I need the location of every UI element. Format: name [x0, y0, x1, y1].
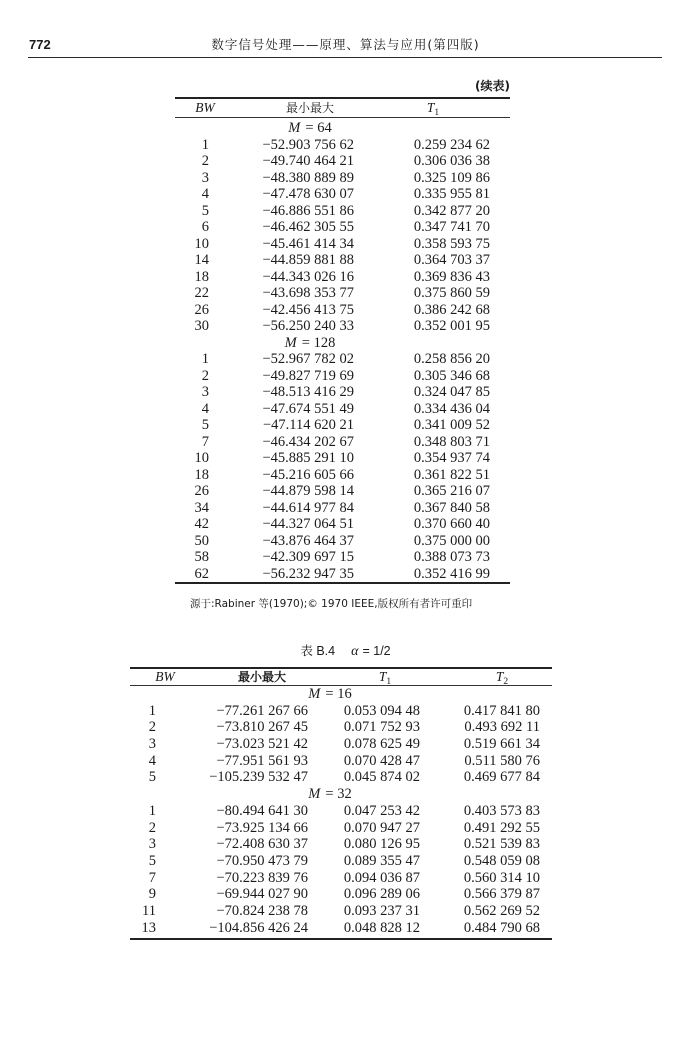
t2-cell: 0.403 573 83 — [463, 802, 540, 819]
t1-cell: 0.089 355 47 — [343, 852, 420, 869]
minimax-cell: −56.250 240 33 — [262, 318, 354, 334]
t1-cell: 0.324 047 85 — [413, 384, 490, 400]
minimax-cell: −73.810 267 45 — [216, 719, 308, 736]
t2-cell: 0.548 059 08 — [463, 852, 540, 869]
minimax-cell: −48.513 416 29 — [262, 384, 354, 400]
table-row — [175, 252, 510, 269]
bw-cell: 34 — [194, 499, 209, 516]
bw-cell: 1 — [201, 351, 209, 367]
minimax-cell: −43.876 464 37 — [262, 532, 354, 549]
t2-cell: 0.519 661 34 — [463, 736, 540, 753]
minimax-cell: −46.434 202 67 — [262, 433, 354, 450]
page-number: 772 — [29, 37, 51, 52]
source-note: 源于:Rabiner 等(1970);© 1970 IEEE,版权所有者许可重印 — [190, 598, 473, 610]
table-continued-label: (续表) — [475, 79, 510, 93]
group-value: = 128 — [301, 334, 336, 351]
table-row — [130, 853, 552, 870]
t2-cell: 0.511 580 76 — [464, 752, 540, 769]
t1-cell: 0.070 947 27 — [343, 819, 420, 836]
group-variable: M — [284, 334, 297, 351]
t2-cell: 0.521 539 83 — [463, 836, 540, 853]
table-row — [175, 203, 510, 220]
t1-cell: 0.070 428 47 — [343, 752, 420, 769]
table-row — [175, 153, 510, 170]
t1-cell: 0.352 416 99 — [413, 565, 490, 582]
t1-cell: 0.347 741 70 — [413, 219, 490, 235]
group-label — [280, 686, 380, 703]
group-variable: M — [308, 786, 321, 803]
group-label-row — [130, 686, 552, 703]
t1-cell: 0.370 660 40 — [413, 516, 490, 532]
table-row — [175, 500, 510, 517]
t1-cell: 0.080 126 95 — [343, 836, 420, 853]
bw-cell: 9 — [148, 886, 156, 903]
t2-cell: 0.484 790 68 — [463, 919, 540, 936]
minimax-cell: −45.885 291 10 — [262, 450, 354, 466]
column-header-subscript: 2 — [503, 676, 509, 687]
bw-cell: 30 — [194, 318, 209, 334]
t1-cell: 0.045 874 02 — [343, 769, 420, 786]
table-row — [175, 236, 510, 253]
table-row — [130, 803, 552, 820]
t1-cell: 0.048 828 12 — [343, 919, 420, 936]
table-row — [175, 269, 510, 286]
group-label-row — [175, 120, 510, 137]
table-bottom-rule — [130, 938, 552, 940]
minimax-cell: −45.461 414 34 — [262, 235, 354, 252]
bw-cell: 7 — [148, 869, 156, 886]
t1-cell: 0.365 216 07 — [413, 483, 490, 499]
bw-cell: 5 — [148, 852, 156, 869]
column-header-minimax — [260, 99, 360, 118]
bw-cell: 3 — [201, 169, 209, 186]
minimax-cell: −46.886 551 86 — [262, 202, 354, 219]
column-header-bw — [155, 99, 255, 118]
bw-cell: 3 — [148, 836, 156, 853]
table-row — [130, 870, 552, 887]
t1-cell: 0.354 937 74 — [413, 450, 490, 466]
table-row — [130, 719, 552, 736]
bw-cell: 1 — [148, 802, 156, 819]
table-row — [175, 351, 510, 368]
bw-cell: 5 — [201, 417, 209, 433]
bw-cell: 6 — [201, 219, 209, 235]
t1-cell: 0.078 625 49 — [343, 736, 420, 753]
minimax-cell: −47.674 551 49 — [262, 400, 354, 417]
t1-cell: 0.096 289 06 — [343, 886, 420, 903]
minimax-cell: −77.951 561 93 — [216, 752, 308, 769]
table-body — [175, 118, 510, 582]
bw-cell: 50 — [194, 532, 209, 549]
t1-cell: 0.364 703 37 — [413, 252, 490, 268]
t2-cell: 0.562 269 52 — [463, 902, 540, 919]
minimax-cell: −52.967 782 02 — [262, 351, 354, 367]
column-header-subscript: 1 — [386, 676, 392, 687]
t1-cell: 0.258 856 20 — [413, 351, 490, 367]
running-header-title: 数字信号处理——原理、算法与应用(第四版) — [211, 37, 480, 52]
t1-cell: 0.348 803 71 — [413, 433, 490, 450]
minimax-cell: −44.859 881 88 — [262, 252, 354, 268]
table-row — [130, 920, 552, 937]
minimax-cell: −48.380 889 89 — [262, 169, 354, 186]
table-row — [175, 401, 510, 418]
group-variable: M — [308, 686, 321, 702]
table-row — [175, 368, 510, 385]
minimax-cell: −69.944 027 90 — [216, 886, 308, 903]
t1-cell: 0.259 234 62 — [413, 136, 490, 153]
minimax-cell: −73.925 134 66 — [216, 819, 308, 836]
column-header-t1 — [383, 99, 483, 118]
column-header-t1 — [335, 669, 435, 686]
bw-cell: 4 — [148, 752, 156, 769]
bw-cell: 18 — [194, 466, 209, 483]
minimax-cell: −77.261 267 66 — [216, 702, 308, 719]
table-row — [130, 736, 552, 753]
table-row — [175, 483, 510, 500]
table-row — [130, 886, 552, 903]
table-row — [175, 566, 510, 583]
t2-cell: 0.560 314 10 — [463, 869, 540, 886]
t1-cell: 0.071 752 93 — [343, 719, 420, 736]
bw-cell: 3 — [148, 736, 156, 753]
table-row — [175, 137, 510, 154]
bw-cell: 7 — [201, 433, 209, 450]
t1-cell: 0.093 237 31 — [343, 902, 420, 919]
column-header-text: BW — [155, 668, 175, 684]
column-header-bw — [115, 669, 215, 686]
minimax-cell: −49.827 719 69 — [262, 367, 354, 384]
t1-cell: 0.334 436 04 — [413, 400, 490, 417]
t1-cell: 0.342 877 20 — [413, 202, 490, 219]
bw-cell: 58 — [194, 549, 209, 565]
bw-cell: 11 — [142, 902, 156, 919]
minimax-cell: −43.698 353 77 — [262, 285, 354, 301]
column-header-text: BW — [195, 99, 215, 115]
bw-cell: 2 — [201, 153, 209, 169]
table-row — [175, 285, 510, 302]
minimax-cell: −47.114 620 21 — [262, 417, 354, 433]
bw-cell: 5 — [148, 769, 156, 786]
minimax-cell: −73.023 521 42 — [216, 736, 308, 753]
bw-cell: 2 — [148, 819, 156, 836]
minimax-cell: −44.879 598 14 — [262, 483, 354, 499]
table-header-row — [130, 669, 552, 686]
minimax-table-continued — [175, 97, 510, 584]
table-row — [130, 820, 552, 837]
minimax-cell: −44.327 064 51 — [262, 516, 354, 532]
bw-cell: 1 — [148, 702, 156, 719]
minimax-cell: −104.856 426 24 — [209, 919, 308, 936]
minimax-cell: −80.494 641 30 — [216, 802, 308, 819]
column-header-subscript: 1 — [434, 107, 440, 118]
minimax-cell: −49.740 464 21 — [262, 153, 354, 169]
t1-cell: 0.375 860 59 — [413, 285, 490, 301]
table-row — [175, 384, 510, 401]
table-row — [175, 434, 510, 451]
bw-cell: 2 — [201, 367, 209, 384]
t2-cell: 0.417 841 80 — [463, 702, 540, 719]
table-caption — [0, 643, 691, 660]
minimax-cell: −46.462 305 55 — [262, 219, 354, 235]
bw-cell: 2 — [148, 719, 156, 736]
bw-cell: 26 — [194, 301, 209, 318]
column-header-text: T — [378, 668, 387, 684]
table-caption-value: = 1/2 — [362, 644, 391, 658]
t1-cell: 0.306 036 38 — [413, 153, 490, 169]
bw-cell: 10 — [194, 235, 209, 252]
bw-cell: 26 — [194, 483, 209, 499]
table-caption-label: 表 B.4 — [300, 644, 336, 658]
minimax-table-b4 — [130, 667, 552, 940]
bw-cell: 18 — [194, 268, 209, 285]
t1-cell: 0.358 593 75 — [413, 235, 490, 252]
table-row — [175, 450, 510, 467]
t2-cell: 0.491 292 55 — [463, 819, 540, 836]
group-label — [260, 120, 360, 137]
bw-cell: 1 — [201, 136, 209, 153]
t1-cell: 0.305 346 68 — [413, 367, 490, 384]
table-row — [175, 219, 510, 236]
bw-cell: 4 — [201, 186, 209, 202]
t1-cell: 0.388 073 73 — [413, 549, 490, 565]
table-row — [175, 186, 510, 203]
table-row — [130, 903, 552, 920]
t1-cell: 0.361 822 51 — [413, 466, 490, 483]
column-header-text: T — [495, 668, 504, 684]
minimax-cell: −44.614 977 84 — [262, 499, 354, 516]
column-header-text: 最小最大 — [237, 669, 286, 684]
t1-cell: 0.386 242 68 — [413, 301, 490, 318]
minimax-cell: −42.309 697 15 — [262, 549, 354, 565]
bw-cell: 4 — [201, 400, 209, 417]
table-row — [175, 467, 510, 484]
table-row — [175, 417, 510, 434]
column-header-text: T — [426, 99, 435, 115]
column-header-text: 最小最大 — [285, 100, 334, 115]
table-row — [175, 533, 510, 550]
minimax-cell: −44.343 026 16 — [262, 268, 354, 285]
bw-cell: 22 — [194, 285, 209, 301]
minimax-cell: −70.223 839 76 — [216, 869, 308, 886]
table-row — [175, 302, 510, 319]
group-value: = 64 — [305, 120, 332, 136]
bw-cell: 5 — [201, 202, 209, 219]
bw-cell: 10 — [194, 450, 209, 466]
header-rule — [28, 57, 662, 58]
group-label-row — [175, 335, 510, 352]
table-row — [130, 703, 552, 720]
minimax-cell: −72.408 630 37 — [216, 836, 308, 853]
minimax-cell: −70.950 473 79 — [216, 852, 308, 869]
group-label — [260, 335, 360, 352]
bw-cell: 13 — [141, 919, 156, 936]
group-variable: M — [288, 120, 301, 136]
column-header-minimax — [212, 669, 312, 686]
bw-cell: 42 — [194, 516, 209, 532]
column-header-t2 — [452, 669, 552, 686]
minimax-cell: −52.903 756 62 — [262, 136, 354, 153]
table-row — [175, 516, 510, 533]
table-caption-symbol: α — [351, 644, 359, 659]
t1-cell: 0.335 955 81 — [413, 186, 490, 202]
group-label-row — [130, 786, 552, 803]
table-header-row — [175, 99, 510, 118]
t2-cell: 0.493 692 11 — [464, 719, 540, 736]
bw-cell: 3 — [201, 384, 209, 400]
table-bottom-rule — [175, 582, 510, 584]
table-body — [130, 686, 552, 938]
minimax-cell: −47.478 630 07 — [262, 186, 354, 202]
minimax-cell: −56.232 947 35 — [262, 565, 354, 582]
t2-cell: 0.566 379 87 — [463, 886, 540, 903]
bw-cell: 62 — [194, 565, 209, 582]
minimax-cell: −70.824 238 78 — [216, 902, 308, 919]
bw-cell: 14 — [194, 252, 209, 268]
minimax-cell: −105.239 532 47 — [209, 769, 308, 786]
table-row — [175, 549, 510, 566]
t2-cell: 0.469 677 84 — [463, 769, 540, 786]
table-row — [130, 836, 552, 853]
t1-cell: 0.369 836 43 — [413, 268, 490, 285]
table-row — [130, 769, 552, 786]
t1-cell: 0.094 036 87 — [343, 869, 420, 886]
t1-cell: 0.047 253 42 — [343, 802, 420, 819]
group-value: = 16 — [325, 686, 352, 702]
table-row — [130, 753, 552, 770]
t1-cell: 0.367 840 58 — [413, 499, 490, 516]
t1-cell: 0.053 094 48 — [343, 702, 420, 719]
group-value: = 32 — [325, 786, 352, 803]
t1-cell: 0.325 109 86 — [413, 169, 490, 186]
t1-cell: 0.341 009 52 — [413, 417, 490, 433]
group-label — [280, 786, 380, 803]
table-row — [175, 170, 510, 187]
t1-cell: 0.352 001 95 — [413, 318, 490, 334]
minimax-cell: −45.216 605 66 — [262, 466, 354, 483]
table-row — [175, 318, 510, 335]
t1-cell: 0.375 000 00 — [413, 532, 490, 549]
minimax-cell: −42.456 413 75 — [262, 301, 354, 318]
